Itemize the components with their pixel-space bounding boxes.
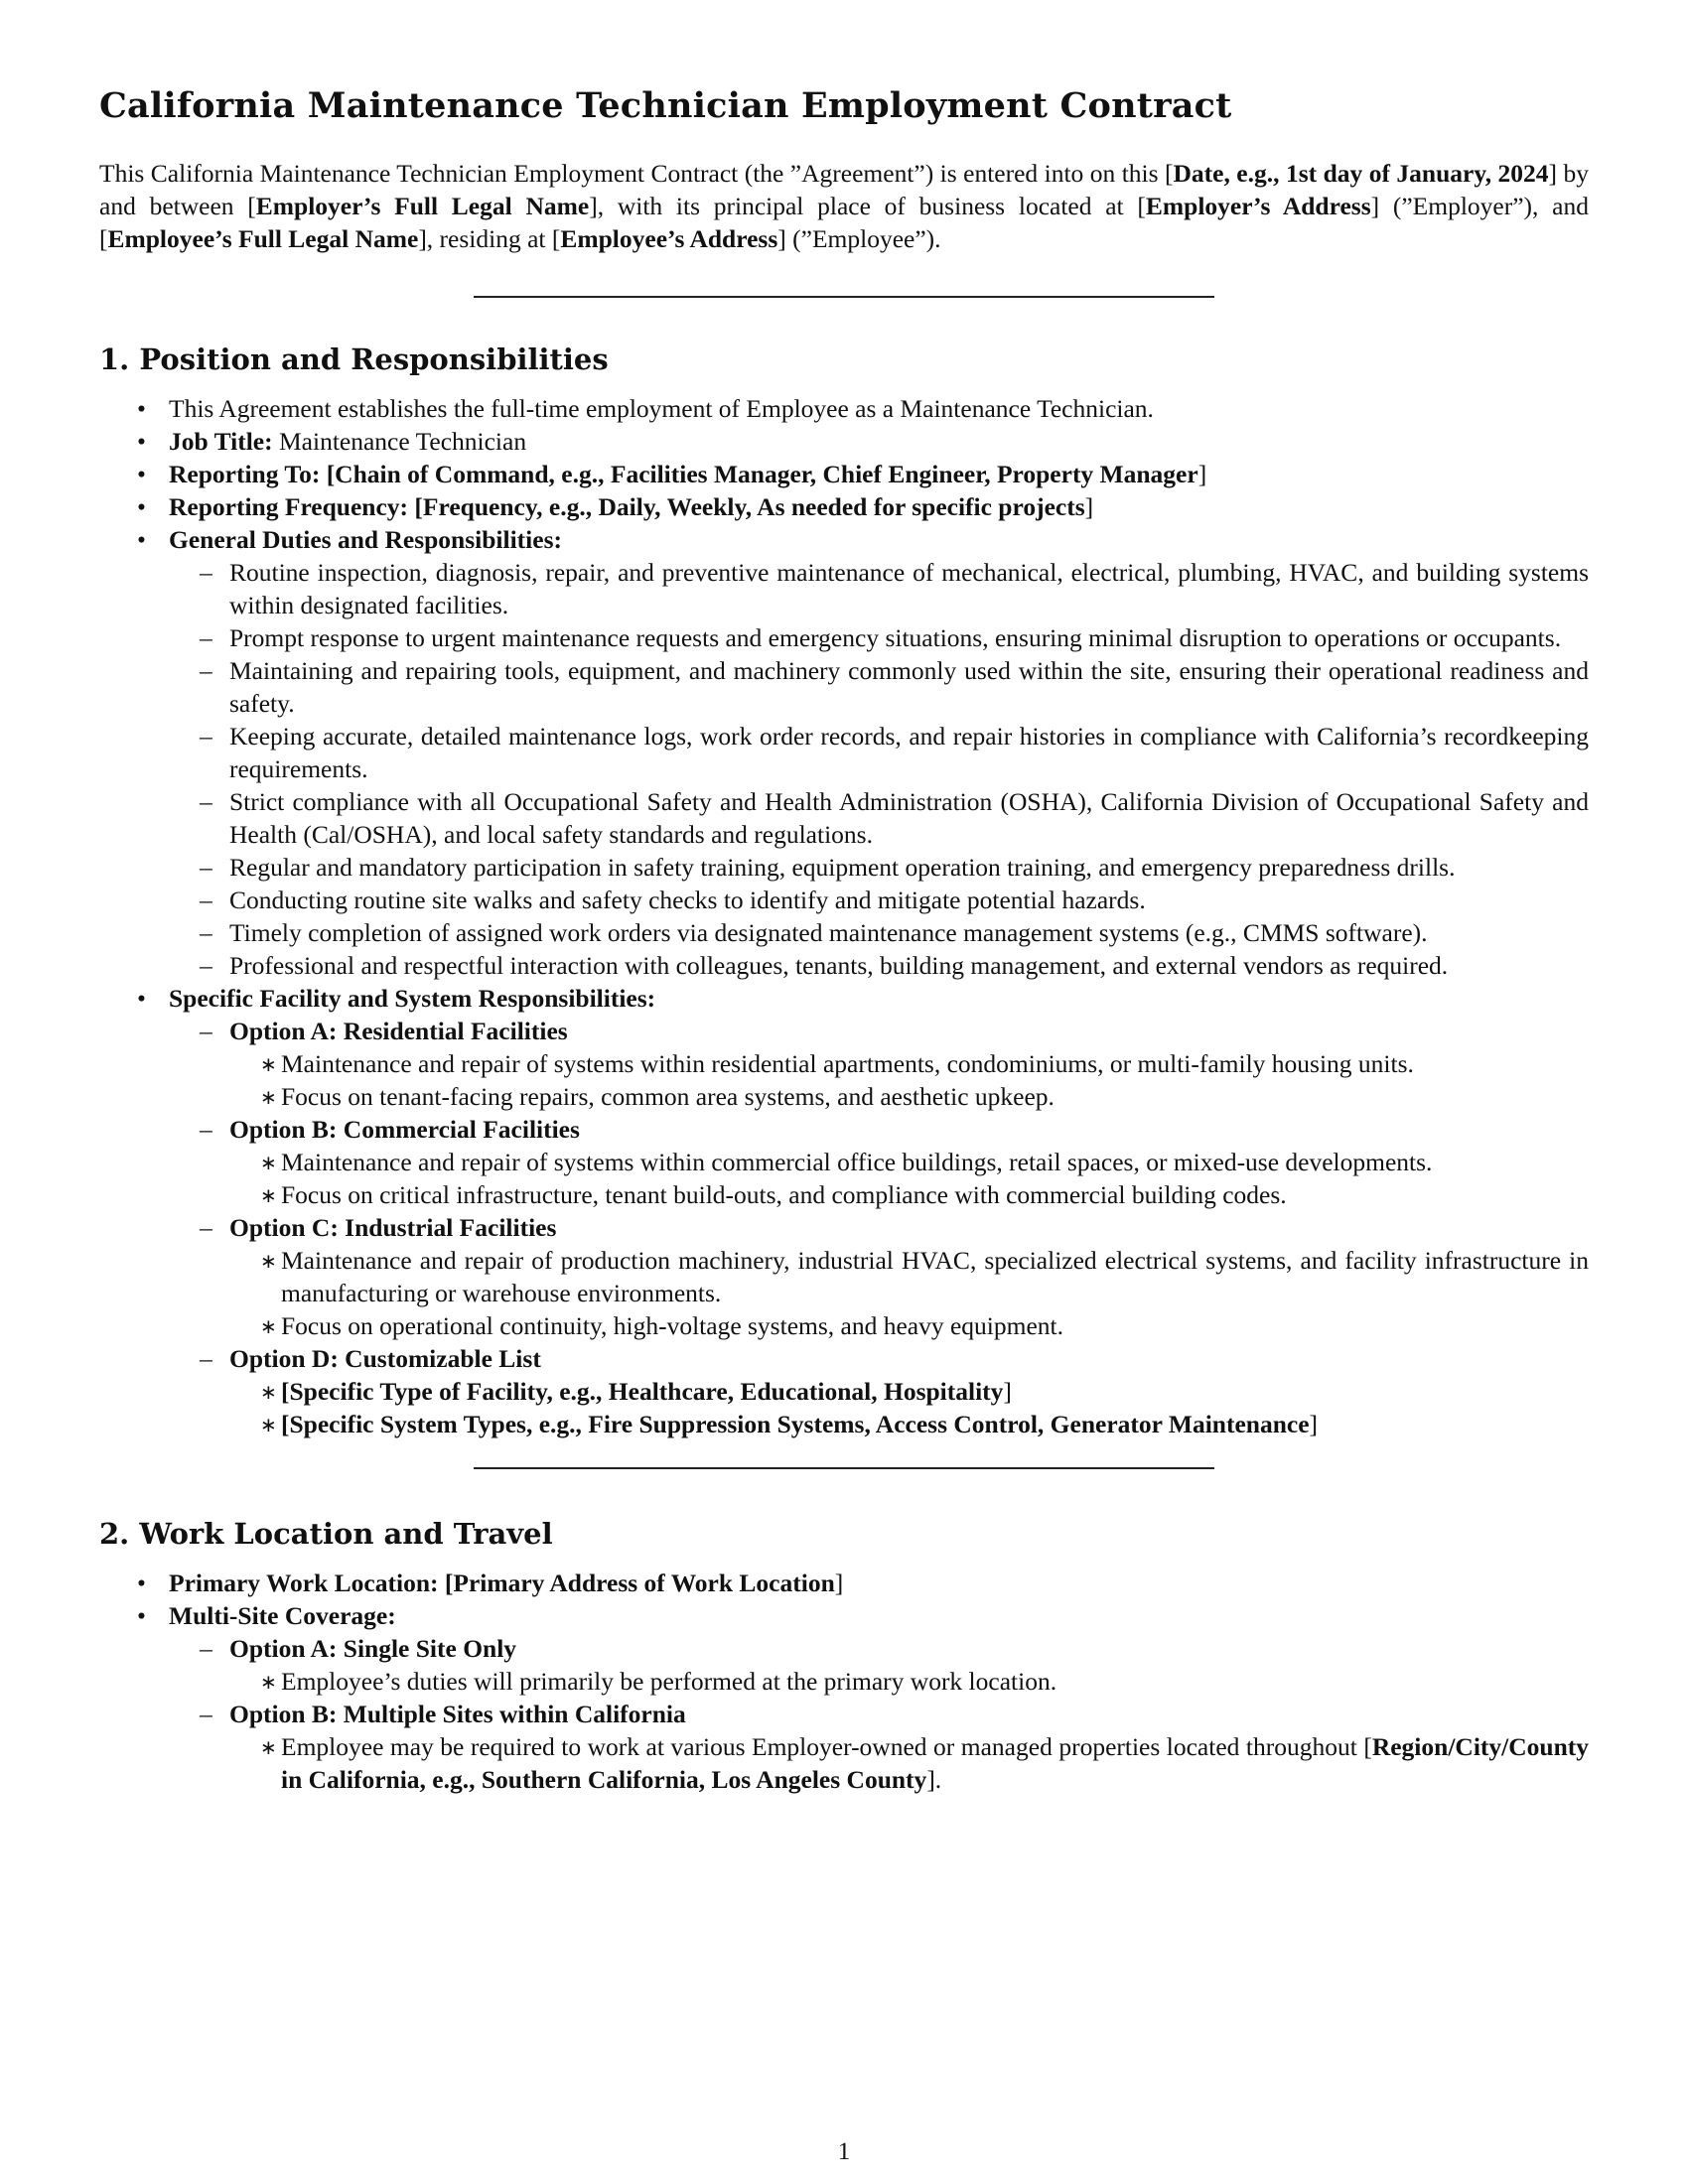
dash-icon: – [200,655,212,685]
option-item: ∗ Focus on operational continuity, high-voltage systems, and heavy equipment. [229,1309,1589,1342]
dash-icon: – [200,917,212,947]
reporting-frequency: Reporting Frequency: [Frequency, e.g., Daily, Weekly, As needed for specific projects [169,491,1085,521]
asterisk-icon: ∗ [260,1184,277,1207]
list-item: • Reporting To: [Chain of Command, e.g., Facilities Manager, Chief Engineer, Property Manager] [137,459,1207,488]
option-item: ∗ Employee may be required to work at various Employer-owned or managed properties located throughout [Region/City/County in California, e.g., Southern California, Los Angeles County]. [260,1731,1589,1794]
duty-item: – Conducting routine site walks and safety checks to identify and mitigate potential hazards. [200,885,1146,914]
asterisk-icon: ∗ [260,1152,277,1174]
date-placeholder: Date, e.g., 1st day of January, 2024 [1173,159,1549,188]
intro-text: ], residing at [ [418,224,561,253]
option-item: ∗ Employee’s duties will primarily be performed at the primary work location. [229,1665,1589,1698]
option-item: ∗ [Specific Type of Facility, e.g., Healthcare, Educational, Hospitality] [229,1375,1589,1408]
reporting-to: Reporting To: [Chain of Command, e.g., Facilities Manager, Chief Engineer, Property Manager [169,459,1198,488]
dash-icon: – [200,721,212,751]
intro-text: ], with its principal place of business located at [ [589,192,1146,220]
option-item: ∗ [Specific System Types, e.g., Fire Suppression Systems, Access Control, Generator Maintenance] [229,1408,1589,1440]
primary-work-location: Primary Work Location: [Primary Address of Work Location [169,1568,835,1597]
dash-icon: – [200,1343,212,1373]
duty-item: – Timely completion of assigned work orders via designated maintenance management systems (e.g., CMMS software). [200,917,1428,947]
asterisk-icon: ∗ [260,1736,277,1759]
option-b-items [229,1146,1589,1211]
bullet-icon: • [137,426,146,456]
employee-name-placeholder: Employee’s Full Legal Name [107,224,419,253]
option-item: ∗ Focus on tenant-facing repairs, common area systems, and aesthetic upkeep. [229,1080,1589,1113]
dash-icon: – [200,885,212,914]
list-item: • This Agreement establishes the full-time employment of Employee as a Maintenance Technician. [137,393,1154,423]
asterisk-icon: ∗ [260,1250,277,1273]
duty-item: – Prompt response to urgent maintenance requests and emergency situations, ensuring minimal disruption to operations or occupants. [200,622,1562,652]
list-item: • Primary Work Location: [Primary Address of Work Location] [137,1568,844,1597]
option-item: ∗ Maintenance and repair of systems within commercial office buildings, retail spaces, or mixed-use developments. [229,1146,1589,1178]
section-1-list [99,392,1589,1440]
option-d-items [229,1375,1589,1440]
list-item [99,425,1589,458]
document-page [99,85,1589,1796]
page-number: 1 [837,2136,851,2165]
section-2-heading: 2. Work Location and Travel [99,1516,553,1551]
dash-icon: – [200,852,212,882]
dash-icon: – [200,1016,212,1045]
option-b: – Option B: Multiple Sites within California ∗ Employee may be required to work at various Employer-owned or managed properties located throughout [Region/City/County in California, e.g., Southern California, Los Angeles County]. [200,1699,1589,1794]
list-item [99,523,1589,982]
section-1-heading: 1. Position and Responsibilities [99,342,609,376]
general-duties-label: General Duties and Responsibilities: [169,524,562,554]
section-2-list [99,1567,1589,1796]
specific-responsibilities-label: Specific Facility and System Responsibilities: [169,983,656,1013]
dash-icon: – [200,1114,212,1144]
dash-icon: – [200,557,212,587]
intro-text: ] by and between [ [99,159,1589,220]
intro-text: This California Maintenance Technician Employment Contract (the ”Agreement”) is entered into on this [ [99,159,1174,188]
option-a-items [229,1047,1589,1113]
job-title-value: Maintenance Technician [279,426,527,456]
multi-site-options [169,1632,1589,1796]
dash-icon: – [200,622,212,652]
dash-icon: – [200,786,212,816]
option-b: – Option B: Commercial Facilities ∗ Maintenance and repair of systems within commercial office buildings, retail spaces, or mixed-use developments. ∗ Focus on critical infrastructure, tenant build-outs, and compliance with commercial building codes. [169,1113,1589,1211]
employer-address-placeholder: Employer’s Address [1145,192,1371,220]
section-divider [474,296,1214,298]
duty-item: – Routine inspection, diagnosis, repair, and preventive maintenance of mechanical, electrical, plumbing, HVAC, and building systems within designated facilities. [200,557,1589,619]
employer-name-placeholder: Employer’s Full Legal Name [255,192,590,220]
bullet-icon: • [137,1568,146,1597]
asterisk-icon: ∗ [260,1671,277,1694]
dash-icon: – [200,950,212,980]
bullet-icon: • [137,491,146,521]
intro-text: ] (”Employer”), and [ [99,192,1589,253]
option-a: – Option A: Residential Facilities ∗ Maintenance and repair of systems within residential apartments, condominiums, or multi-family housing units. ∗ Focus on tenant-facing repairs, common area systems, and aesthetic upkeep. [169,1015,1589,1113]
duty-item: – Strict compliance with all Occupational Safety and Health Administration (OSHA), California Division of Occupational Safety and Health (Cal/OSHA), and local safety standards and regulations. [200,786,1589,849]
intro-paragraph [99,157,1589,255]
bullet-icon: • [137,1600,146,1630]
dash-icon: – [200,1699,212,1728]
bullet-icon: • [137,393,146,423]
option-item: ∗ Maintenance and repair of systems within residential apartments, condominiums, or multi-family housing units. [229,1047,1589,1080]
option-item: ∗ Focus on critical infrastructure, tenant build-outs, and compliance with commercial building codes. [229,1178,1589,1211]
duty-item: – Maintaining and repairing tools, equipment, and machinery commonly used within the site, ensuring their operational readiness and safety. [200,655,1589,718]
option-a: – Option A: Single Site Only ∗ Employee’s duties will primarily be performed at the primary work location. [169,1632,1589,1698]
option-d: – Option D: Customizable List ∗ [Specific Type of Facility, e.g., Healthcare, Educational, Hospitality] ∗ [Specific System Types, e.g., Fire Suppression Systems, Access Control, Generator Maintenance] [169,1342,1589,1440]
intro-text: ] (”Employee”). [777,224,941,253]
dash-icon: – [200,1633,212,1663]
list-item [99,1599,1589,1796]
dash-icon: – [200,1212,212,1242]
bullet-icon: • [137,459,146,488]
asterisk-icon: ∗ [260,1414,277,1436]
section-divider [474,1467,1214,1469]
option-c: – Option C: Industrial Facilities ∗ Maintenance and repair of production machinery, industrial HVAC, specialized electrical systems, and facility infrastructure in manufacturing or warehouse environments. ∗ Focus on operational continuity, high-voltage systems, and heavy equipment. [169,1211,1589,1342]
option-b-items [229,1730,1589,1796]
duty-item: – Professional and respectful interaction with colleagues, tenants, building management, and external vendors as required. [200,950,1449,980]
bullet-icon: • [137,983,146,1013]
multi-site-label: Multi-Site Coverage: [169,1600,396,1630]
employee-address-placeholder: Employee’s Address [560,224,778,253]
list-item [99,982,1589,1440]
asterisk-icon: ∗ [260,1315,277,1338]
duty-item: – Regular and mandatory participation in safety training, equipment operation training, and emergency preparedness drills. [200,852,1456,882]
options-list [169,1015,1589,1440]
bullet-icon: • [137,524,146,554]
duties-list [169,556,1589,982]
duty-item: – Keeping accurate, detailed maintenance logs, work order records, and repair histories in compliance with California’s recordkeeping requirements. [200,721,1589,783]
asterisk-icon: ∗ [260,1053,277,1076]
list-item: • Reporting Frequency: [Frequency, e.g., Daily, Weekly, As needed for specific projects] [137,491,1094,521]
option-c-items [229,1244,1589,1342]
region-placeholder: Region/City/County in California, e.g., Southern California, Los Angeles County [281,1731,1589,1794]
asterisk-icon: ∗ [260,1086,277,1109]
option-item: ∗ Maintenance and repair of production machinery, industrial HVAC, specialized electrical systems, and facility infrastructure in manufacturing or warehouse environments. [260,1245,1589,1307]
asterisk-icon: ∗ [260,1381,277,1404]
option-a-items [229,1665,1589,1698]
job-title-label: Job Title: [169,426,273,456]
document-title: California Maintenance Technician Employment Contract [99,85,1232,126]
